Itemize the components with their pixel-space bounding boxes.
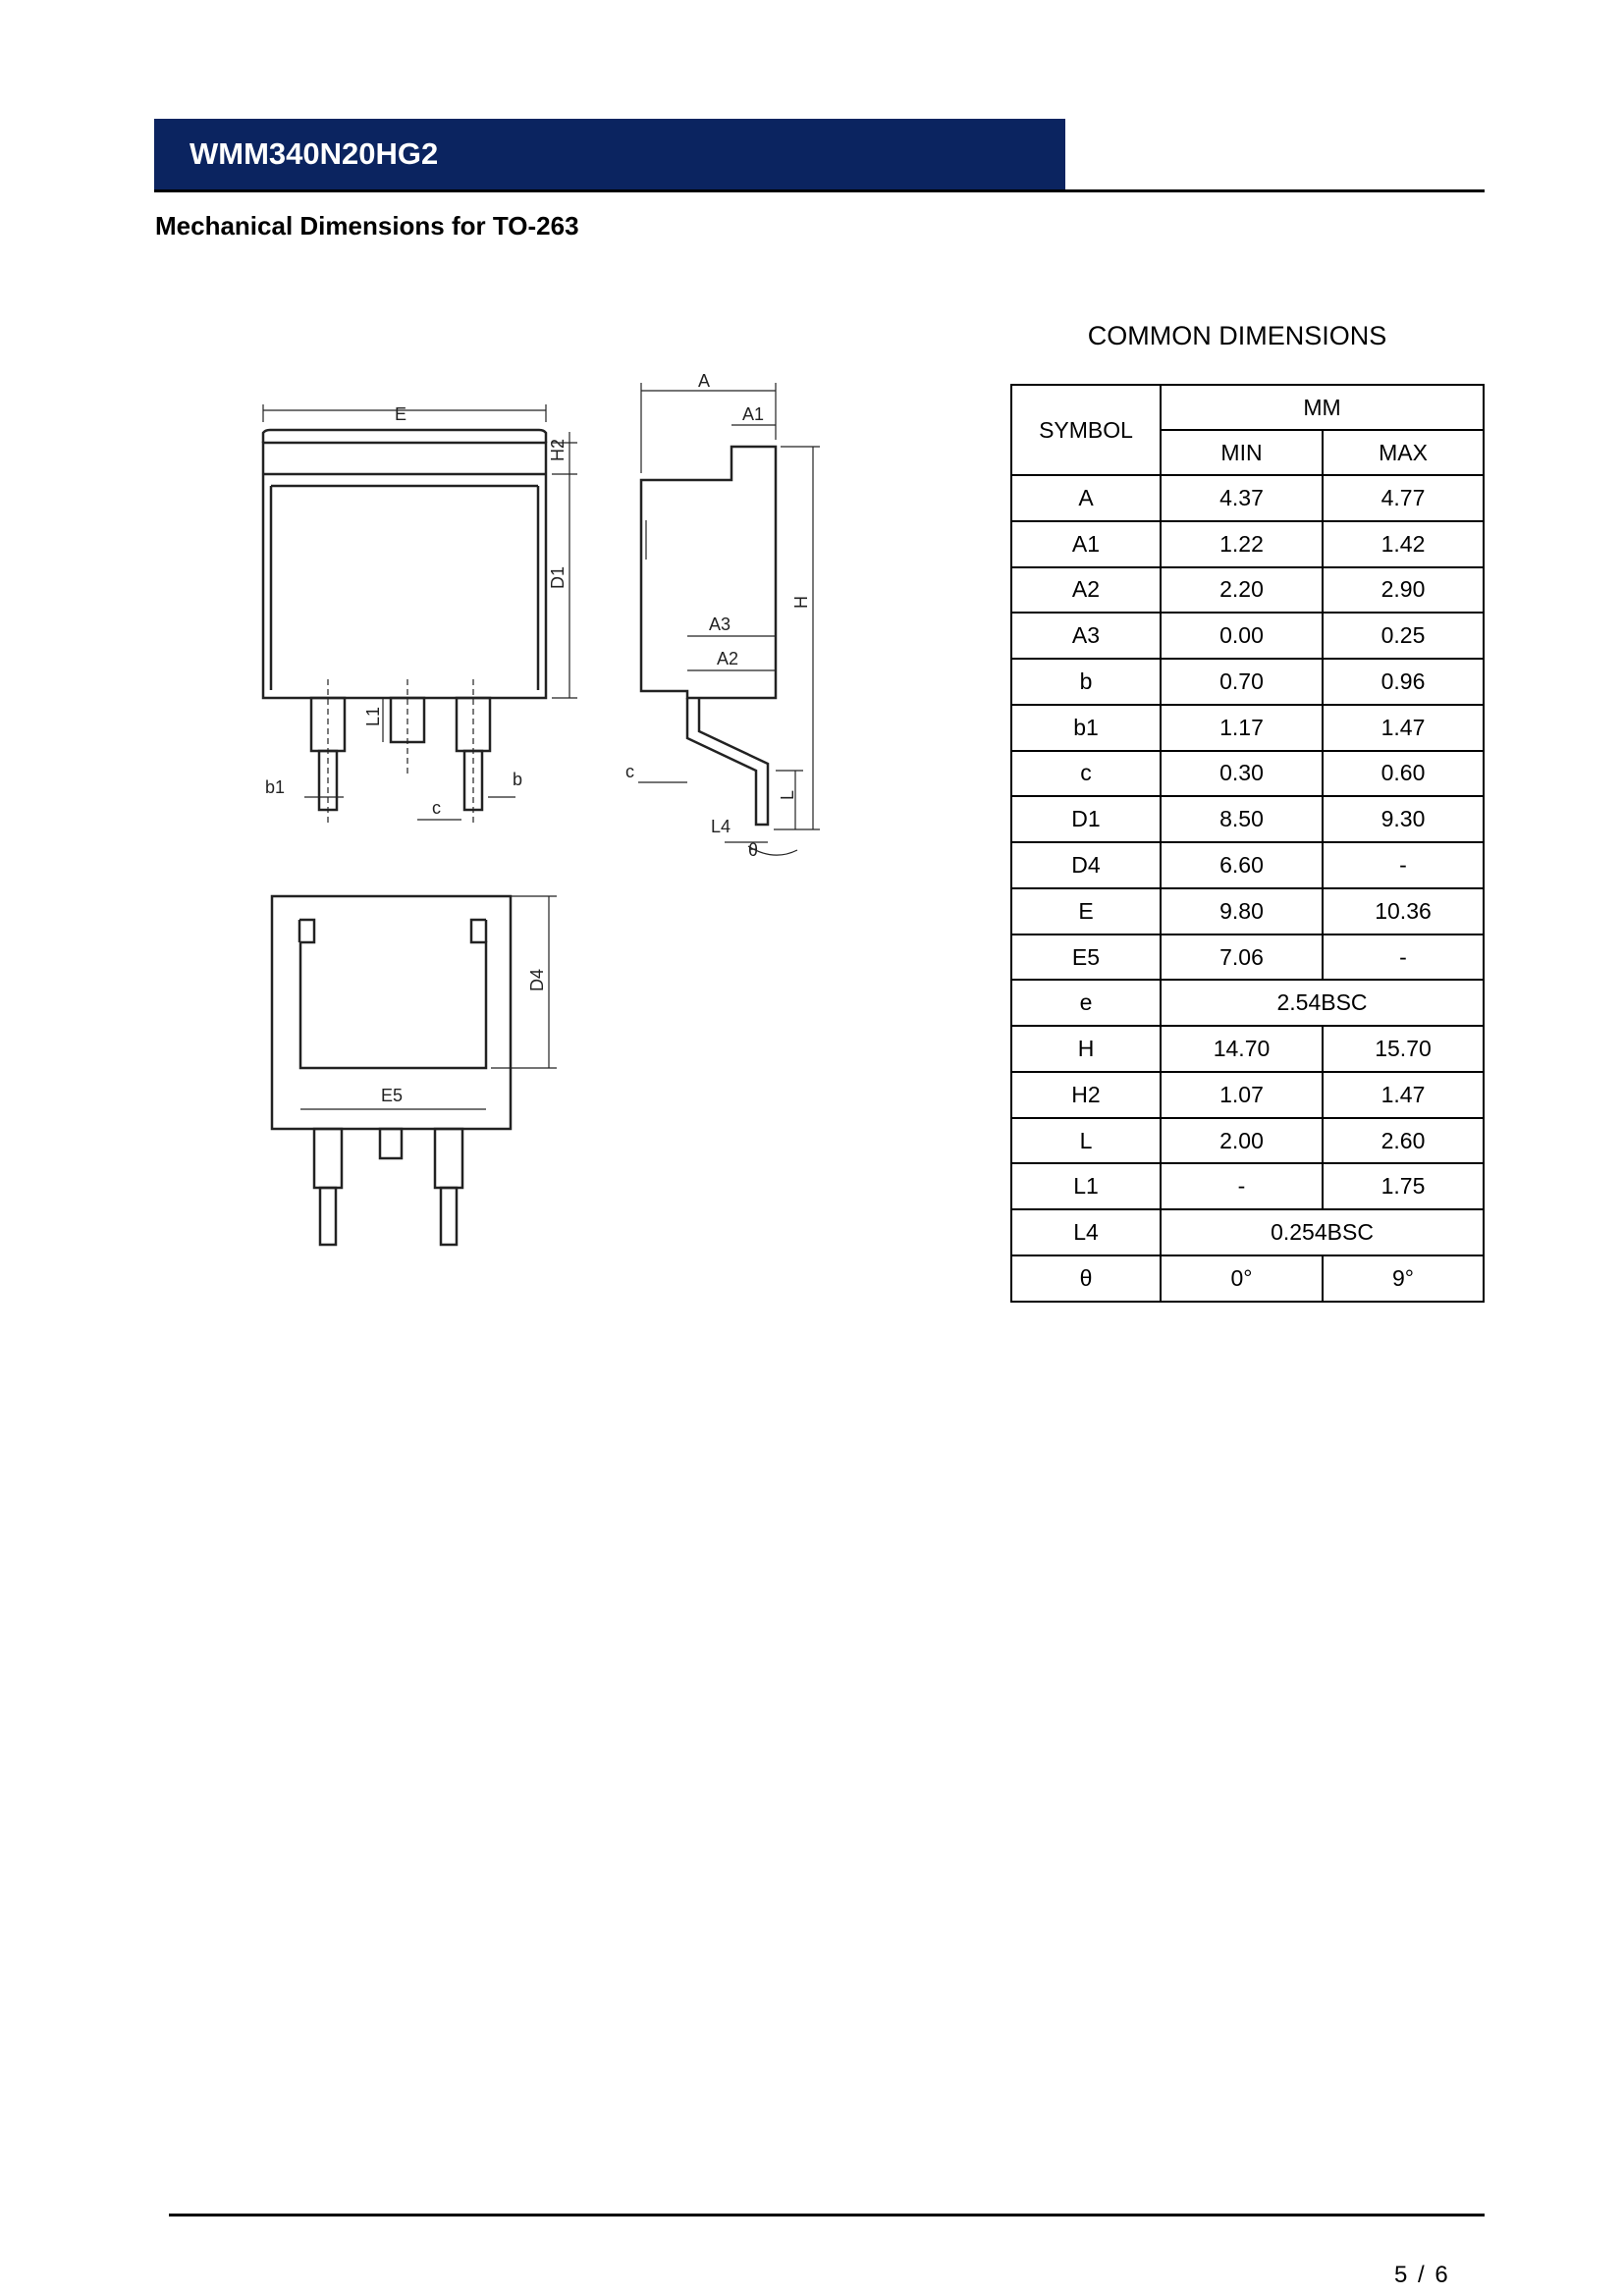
symbol-cell: e (1011, 980, 1161, 1026)
page-number: 5 / 6 (1394, 2262, 1450, 2288)
min-cell: 2.00 (1161, 1118, 1323, 1164)
symbol-cell: D1 (1011, 796, 1161, 842)
max-cell: 10.36 (1323, 888, 1484, 934)
symbol-cell: c (1011, 751, 1161, 797)
max-cell: 2.90 (1323, 567, 1484, 614)
table-row (1011, 1118, 1484, 1164)
symbol-cell: L (1011, 1118, 1161, 1164)
min-header: MIN (1161, 430, 1323, 475)
table-row (1011, 1255, 1484, 1302)
max-cell: 9° (1323, 1255, 1484, 1302)
table-row (1011, 475, 1484, 521)
table-row (1011, 1209, 1484, 1255)
symbol-cell: A2 (1011, 567, 1161, 614)
symbol-cell: D4 (1011, 842, 1161, 888)
table-row (1011, 613, 1484, 659)
table-row (1011, 521, 1484, 567)
table-row (1011, 659, 1484, 705)
dim-label-a3: A3 (709, 614, 731, 634)
max-cell: 0.25 (1323, 613, 1484, 659)
table-row (1011, 567, 1484, 614)
symbol-cell: b (1011, 659, 1161, 705)
symbol-cell: θ (1011, 1255, 1161, 1302)
symbol-cell: b1 (1011, 705, 1161, 751)
min-cell: 6.60 (1161, 842, 1323, 888)
dim-label-c-side: c (625, 762, 634, 781)
symbol-cell: L4 (1011, 1209, 1161, 1255)
symbol-header: SYMBOL (1011, 385, 1161, 475)
dim-label-b1: b1 (265, 777, 286, 797)
dim-label-l4: L4 (711, 817, 731, 836)
table-row (1011, 751, 1484, 797)
bsc-cell: 2.54BSC (1161, 980, 1484, 1026)
min-cell: 8.50 (1161, 796, 1323, 842)
max-cell: 2.60 (1323, 1118, 1484, 1164)
table-row (1011, 1163, 1484, 1209)
max-cell: 9.30 (1323, 796, 1484, 842)
dim-label-a: A (698, 371, 711, 391)
max-cell: 0.96 (1323, 659, 1484, 705)
section-title: Mechanical Dimensions for TO-263 (155, 211, 579, 240)
min-cell: 0.70 (1161, 659, 1323, 705)
dim-label-a1: A1 (742, 404, 765, 424)
min-cell: 1.22 (1161, 521, 1323, 567)
table-row (1011, 796, 1484, 842)
dim-label-c-front: c (432, 798, 441, 818)
table-row (1011, 1026, 1484, 1072)
dim-label-theta: θ (748, 840, 759, 860)
footer-rule (169, 2214, 1485, 2216)
front-view (263, 404, 577, 825)
dim-label-h: H (791, 596, 811, 609)
symbol-cell: L1 (1011, 1163, 1161, 1209)
dim-label-l1: L1 (363, 706, 383, 726)
dim-label-h2: H2 (548, 438, 568, 461)
max-cell: 15.70 (1323, 1026, 1484, 1072)
bottom-view (272, 896, 557, 1245)
table-row (1011, 980, 1484, 1026)
min-cell: 7.06 (1161, 934, 1323, 981)
symbol-cell: A1 (1011, 521, 1161, 567)
symbol-cell: E5 (1011, 934, 1161, 981)
part-number-title: WMM340N20HG2 (189, 136, 439, 171)
dim-label-b: b (513, 770, 523, 789)
min-cell: 14.70 (1161, 1026, 1323, 1072)
min-cell: 0.30 (1161, 751, 1323, 797)
table-row (1011, 705, 1484, 751)
symbol-cell: A3 (1011, 613, 1161, 659)
min-cell: 1.17 (1161, 705, 1323, 751)
max-cell: 1.75 (1323, 1163, 1484, 1209)
table-row (1011, 888, 1484, 934)
min-cell: 1.07 (1161, 1072, 1323, 1118)
max-cell: 4.77 (1323, 475, 1484, 521)
symbol-cell: A (1011, 475, 1161, 521)
min-cell: 0.00 (1161, 613, 1323, 659)
dim-label-d4: D4 (527, 968, 547, 991)
table-row (1011, 842, 1484, 888)
symbol-cell: H (1011, 1026, 1161, 1072)
table-row (1011, 1072, 1484, 1118)
dim-label-e5: E5 (381, 1086, 404, 1105)
max-cell: 1.47 (1323, 705, 1484, 751)
max-cell: 1.42 (1323, 521, 1484, 567)
symbol-cell: H2 (1011, 1072, 1161, 1118)
min-cell: - (1161, 1163, 1323, 1209)
max-header: MAX (1323, 430, 1484, 475)
max-cell: 0.60 (1323, 751, 1484, 797)
min-cell: 2.20 (1161, 567, 1323, 614)
dim-label-a2: A2 (717, 649, 739, 668)
bsc-cell: 0.254BSC (1161, 1209, 1484, 1255)
max-cell: - (1323, 842, 1484, 888)
dim-label-d1: D1 (548, 565, 568, 589)
max-cell: - (1323, 934, 1484, 981)
dimensions-table (1010, 384, 1485, 1303)
dim-label-l: L (778, 789, 797, 800)
min-cell: 0° (1161, 1255, 1323, 1302)
symbol-cell: E (1011, 888, 1161, 934)
min-cell: 9.80 (1161, 888, 1323, 934)
unit-header: MM (1161, 385, 1484, 430)
min-cell: 4.37 (1161, 475, 1323, 521)
dim-label-e: E (395, 404, 407, 424)
table-row (1011, 934, 1484, 981)
max-cell: 1.47 (1323, 1072, 1484, 1118)
dimensions-table-title: COMMON DIMENSIONS (1087, 321, 1387, 350)
